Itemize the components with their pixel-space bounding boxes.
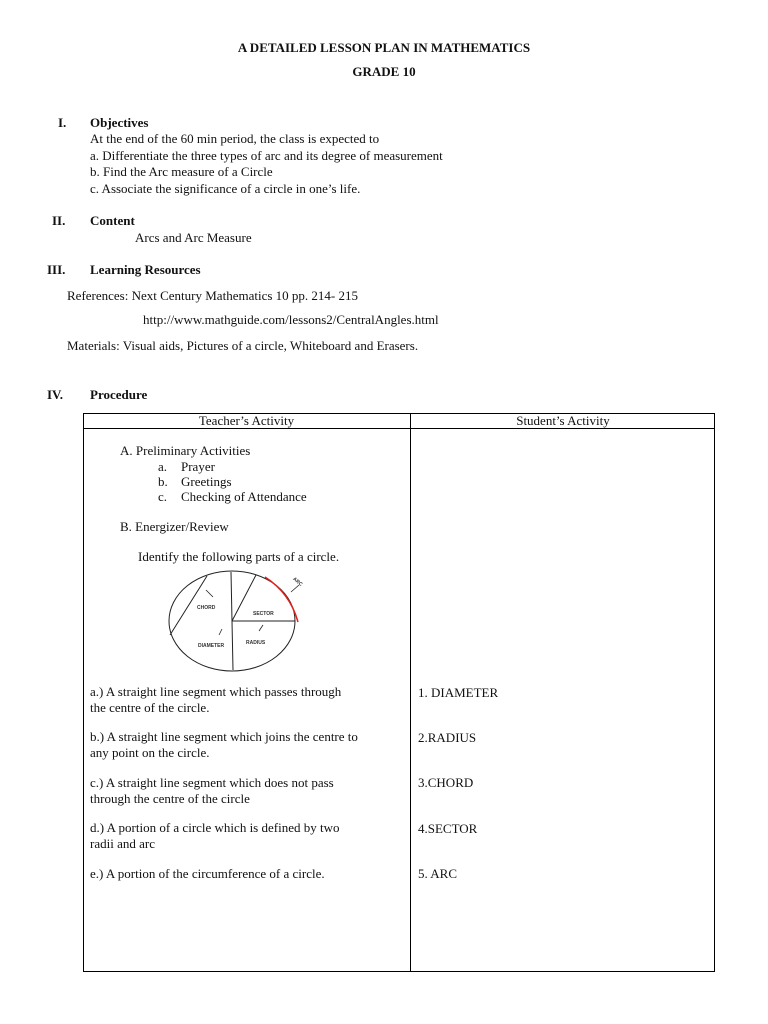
objective-item: b. Find the Arc measure of a Circle — [90, 164, 273, 179]
objectives-heading: Objectives — [90, 115, 149, 130]
question-line: through the centre of the circle — [90, 791, 250, 806]
section-numeral-4: IV. — [47, 387, 64, 402]
objective-item: c. Associate the significance of a circle in one’s life. — [90, 181, 361, 196]
diameter-pointer-arrow — [219, 629, 222, 635]
answer-text: 5. ARC — [418, 866, 458, 881]
list-marker: c. — [158, 489, 168, 504]
references-text: References: Next Century Mathematics 10 pp. 214- 215 — [67, 288, 358, 303]
column-header-student: Student’s Activity — [516, 413, 610, 428]
answer-text: 2.RADIUS — [418, 730, 477, 745]
question-line: b.) A straight line segment which joins the centre to — [90, 729, 358, 744]
answer-text: 4.SECTOR — [418, 821, 478, 836]
procedure-heading: Procedure — [90, 387, 148, 402]
diagram-label-radius: RADIUS — [246, 640, 266, 646]
diagram-label-sector: SECTOR — [253, 611, 274, 617]
grade-level: GRADE 10 — [352, 64, 416, 79]
content-text: Arcs and Arc Measure — [135, 230, 252, 245]
document-title: A DETAILED LESSON PLAN IN MATHEMATICS — [237, 40, 531, 55]
preliminary-activities-title: A. Preliminary Activities — [120, 443, 251, 458]
energizer-title: B. Energizer/Review — [120, 519, 229, 534]
circle-instruction: Identify the following parts of a circle. — [138, 549, 340, 564]
radius-pointer-arrow — [259, 625, 263, 631]
question-line: d.) A portion of a circle which is defined by two — [90, 820, 340, 835]
circle-parts-diagram — [160, 565, 310, 675]
question-line: a.) A straight line segment which passes through — [90, 684, 342, 699]
question-line: c.) A straight line segment which does not pass — [90, 775, 334, 790]
list-marker: a. — [158, 459, 168, 474]
list-item: Greetings — [181, 474, 232, 489]
section-numeral-1: I. — [58, 115, 67, 130]
objective-item: a. Differentiate the three types of arc and its degree of measurement — [90, 148, 443, 163]
materials-text: Materials: Visual aids, Pictures of a circle, Whiteboard and Erasers. — [67, 338, 419, 353]
list-item: Checking of Attendance — [181, 489, 307, 504]
list-item: Prayer — [181, 459, 215, 474]
answer-text: 1. DIAMETER — [418, 685, 499, 700]
section-numeral-2: II. — [52, 213, 66, 228]
question-line: e.) A portion of the circumference of a circle. — [90, 866, 325, 881]
list-marker: b. — [158, 474, 168, 489]
diagram-label-chord: CHORD — [197, 605, 216, 611]
reference-url: http://www.mathguide.com/lessons2/CentralAngles.html — [143, 312, 439, 327]
resources-heading: Learning Resources — [90, 262, 201, 277]
content-heading: Content — [90, 213, 135, 228]
section-numeral-3: III. — [47, 262, 66, 277]
table-column-divider — [410, 413, 411, 972]
diagram-label-diameter: DIAMETER — [198, 643, 225, 649]
question-line: the centre of the circle. — [90, 700, 210, 715]
chord-pointer-arrow — [206, 590, 213, 597]
diagram-label-arc: ARC — [291, 576, 304, 588]
objectives-intro: At the end of the 60 min period, the class is expected to — [90, 131, 380, 146]
answer-text: 3.CHORD — [418, 775, 474, 790]
question-line: any point on the circle. — [90, 745, 210, 760]
question-line: radii and arc — [90, 836, 155, 851]
column-header-teacher: Teacher’s Activity — [198, 413, 295, 428]
